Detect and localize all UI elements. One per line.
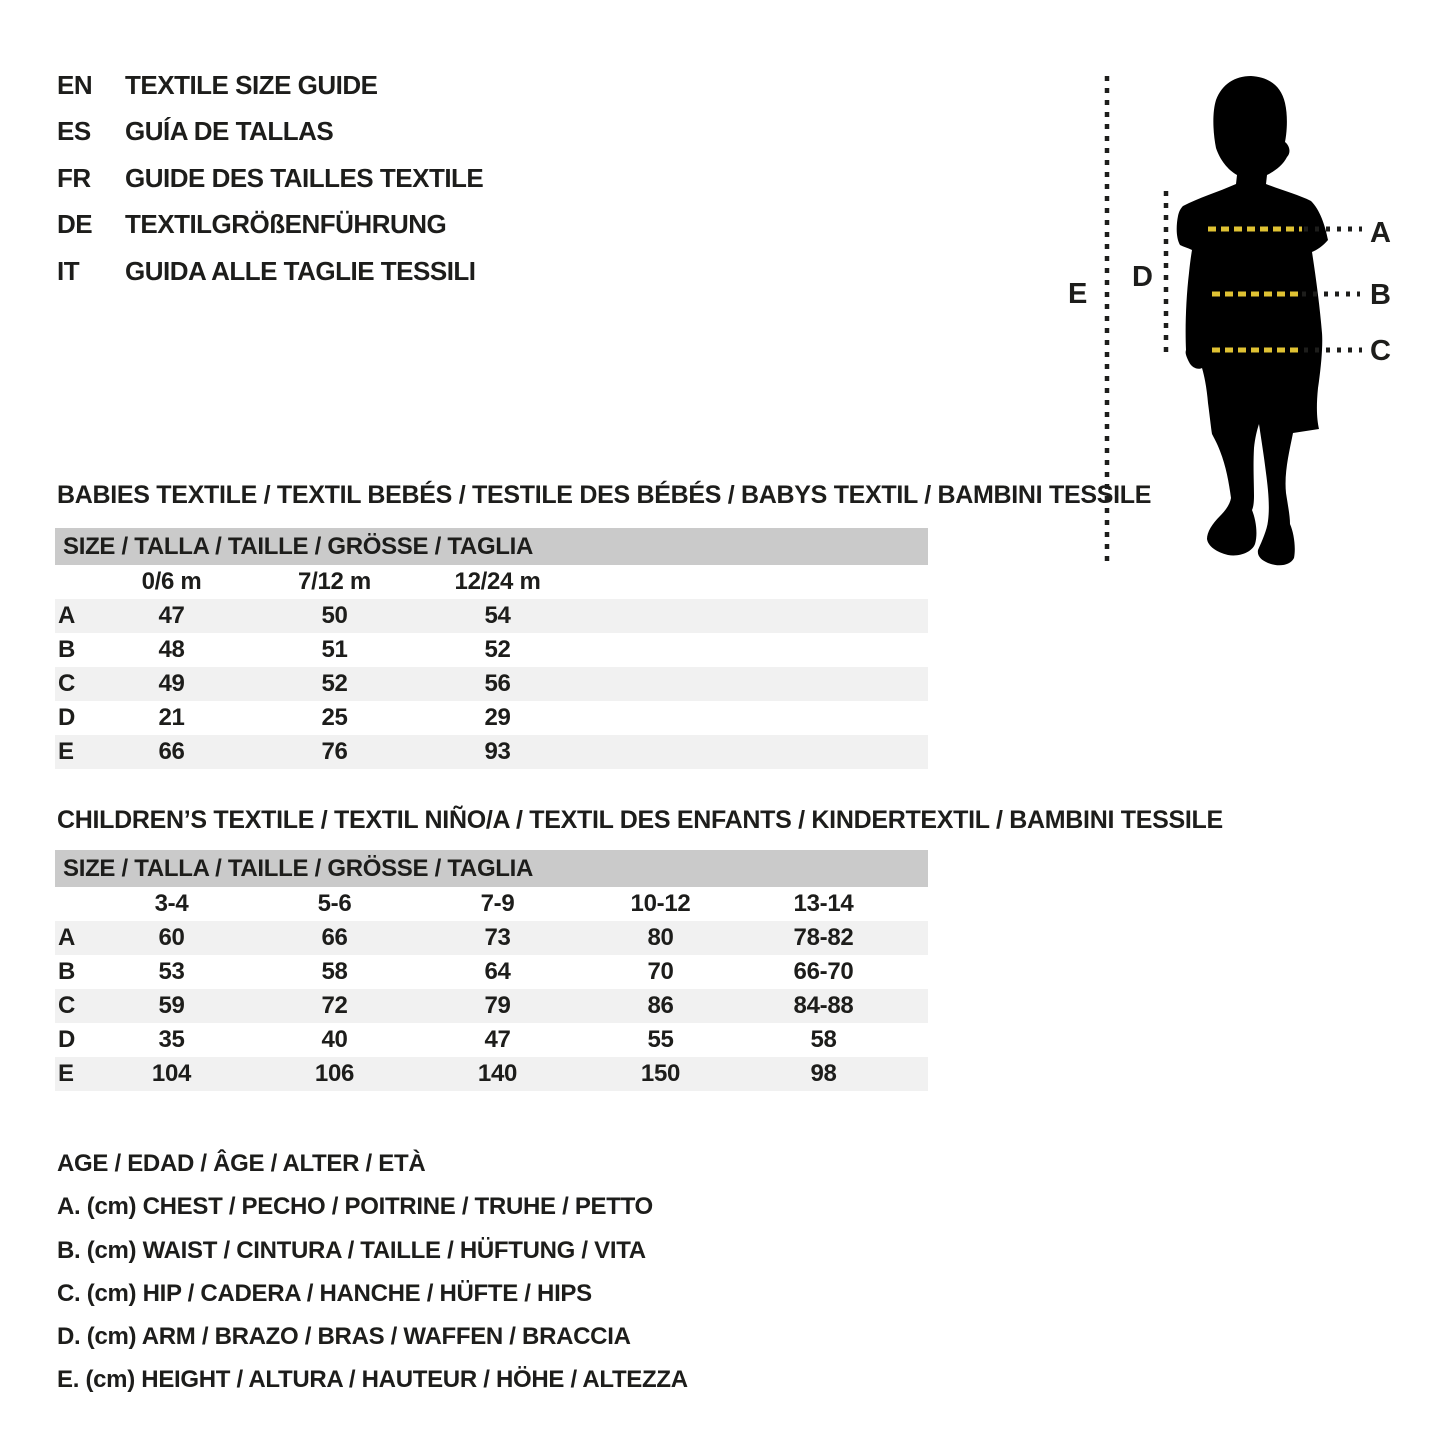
language-row: [57, 62, 483, 109]
children-column-header-row: [55, 887, 928, 921]
label-e: E: [1068, 278, 1088, 310]
row-label: C: [58, 992, 76, 1019]
table-row: [55, 667, 928, 701]
table-cell: 73: [484, 924, 511, 951]
column-header: 5-6: [317, 890, 352, 917]
table-cell: 35: [158, 1026, 185, 1053]
column-header: 10-12: [630, 890, 691, 917]
row-label: B: [58, 958, 76, 985]
children-size-header-bar: SIZE / TALLA / TAILLE / GRÖSSE / TAGLIA: [55, 850, 928, 887]
language-guide-title: GUIDE DES TAILLES TEXTILE: [125, 162, 484, 193]
row-filler: [905, 887, 928, 921]
table-cell: 84-88: [793, 992, 854, 1019]
row-filler: [579, 565, 928, 599]
table-row: [55, 921, 928, 955]
table-row: [55, 989, 928, 1023]
table-cell: 72: [321, 992, 348, 1019]
children-size-table: [55, 850, 928, 1091]
table-cell: 56: [484, 670, 511, 697]
legend-line: D. (cm) ARM / BRAZO / BRAS / WAFFEN / BRACCIA: [57, 1323, 631, 1351]
table-cell: 29: [484, 704, 511, 731]
table-cell: 58: [321, 958, 348, 985]
table-cell: 98: [810, 1060, 837, 1087]
language-code: DE: [57, 209, 93, 240]
table-cell: 55: [647, 1026, 674, 1053]
column-header: 12/24 m: [454, 568, 541, 595]
table-cell: 40: [321, 1026, 348, 1053]
table-cell: 78-82: [793, 924, 854, 951]
row-label: D: [58, 704, 76, 731]
table-cell: 50: [321, 602, 348, 629]
table-row: [55, 599, 928, 633]
table-cell: 64: [484, 958, 511, 985]
language-code: EN: [57, 69, 93, 100]
table-cell: 66: [158, 738, 185, 765]
language-code: IT: [57, 255, 80, 286]
table-cell: 60: [158, 924, 185, 951]
language-guide-title: TEXTILE SIZE GUIDE: [125, 69, 378, 100]
language-title-block: [57, 62, 483, 295]
language-row: [57, 202, 483, 249]
row-label: A: [58, 602, 76, 629]
language-row: [57, 155, 483, 202]
table-row: [55, 1023, 928, 1057]
column-header: 3-4: [154, 890, 189, 917]
table-row: [55, 1057, 928, 1091]
table-cell: 51: [321, 636, 348, 663]
language-guide-title: GUÍA DE TALLAS: [125, 116, 334, 147]
table-cell: 66-70: [793, 958, 854, 985]
row-filler: [905, 989, 928, 1023]
table-cell: 106: [314, 1060, 355, 1087]
table-cell: 59: [158, 992, 185, 1019]
table-cell: 79: [484, 992, 511, 1019]
language-code: ES: [57, 116, 91, 147]
table-cell: 140: [477, 1060, 518, 1087]
column-header-spacer: [55, 565, 90, 599]
row-filler: [905, 1023, 928, 1057]
row-filler: [905, 921, 928, 955]
table-row: [55, 701, 928, 735]
table-cell: 49: [158, 670, 185, 697]
table-cell: 53: [158, 958, 185, 985]
table-cell: 80: [647, 924, 674, 951]
legend-line: E. (cm) HEIGHT / ALTURA / HAUTEUR / HÖHE / ALTEZZA: [57, 1366, 688, 1394]
row-filler: [905, 1057, 928, 1091]
table-cell: 25: [321, 704, 348, 731]
table-cell: 52: [321, 670, 348, 697]
language-code: FR: [57, 162, 91, 193]
column-header: 13-14: [793, 890, 854, 917]
language-row: [57, 109, 483, 156]
row-filler: [579, 701, 928, 735]
measurement-legend: [57, 1142, 688, 1402]
row-filler: [905, 955, 928, 989]
babies-size-header-bar: SIZE / TALLA / TAILLE / GRÖSSE / TAGLIA: [55, 528, 928, 565]
children-section-title: CHILDREN’S TEXTILE / TEXTIL NIÑO/A / TEXTIL DES ENFANTS / KINDERTEXTIL / BAMBINI TESSILE: [57, 806, 1223, 834]
language-guide-title: GUIDA ALLE TAGLIE TESSILI: [125, 255, 476, 286]
table-cell: 47: [158, 602, 185, 629]
table-cell: 86: [647, 992, 674, 1019]
label-c: C: [1370, 335, 1391, 367]
column-header: 7-9: [480, 890, 515, 917]
label-d: D: [1132, 261, 1153, 293]
table-cell: 66: [321, 924, 348, 951]
table-cell: 52: [484, 636, 511, 663]
row-label: E: [58, 1060, 74, 1087]
legend-line: B. (cm) WAIST / CINTURA / TAILLE / HÜFTUNG / VITA: [57, 1236, 646, 1264]
babies-size-table: [55, 528, 928, 769]
table-row: [55, 955, 928, 989]
table-row: [55, 633, 928, 667]
column-header-spacer: [55, 887, 90, 921]
legend-line: A. (cm) CHEST / PECHO / POITRINE / TRUHE / PETTO: [57, 1193, 653, 1221]
table-cell: 47: [484, 1026, 511, 1053]
table-cell: 58: [810, 1026, 837, 1053]
table-cell: 70: [647, 958, 674, 985]
table-cell: 76: [321, 738, 348, 765]
child-silhouette-diagram: [1040, 58, 1430, 608]
row-filler: [579, 735, 928, 769]
language-row: [57, 248, 483, 295]
table-cell: 54: [484, 602, 511, 629]
column-header: 7/12 m: [298, 568, 371, 595]
table-row: [55, 735, 928, 769]
measurement-figure: [1040, 58, 1430, 608]
row-label: B: [58, 636, 76, 663]
row-label: D: [58, 1026, 76, 1053]
row-filler: [579, 633, 928, 667]
child-silhouette: [1177, 76, 1328, 565]
row-label: C: [58, 670, 76, 697]
row-filler: [579, 667, 928, 701]
legend-line: C. (cm) HIP / CADERA / HANCHE / HÜFTE / HIPS: [57, 1279, 592, 1307]
legend-line: AGE / EDAD / ÂGE / ALTER / ETÀ: [57, 1150, 426, 1177]
table-cell: 21: [158, 704, 185, 731]
row-label: E: [58, 738, 74, 765]
label-a: A: [1370, 217, 1391, 249]
table-cell: 48: [158, 636, 185, 663]
row-label: A: [58, 924, 76, 951]
column-header: 0/6 m: [141, 568, 202, 595]
label-b: B: [1370, 279, 1391, 311]
babies-section-title: BABIES TEXTILE / TEXTIL BEBÉS / TESTILE DES BÉBÉS / BABYS TEXTIL / BAMBINI TESSILE: [57, 481, 1152, 509]
table-cell: 93: [484, 738, 511, 765]
table-cell: 150: [640, 1060, 681, 1087]
row-filler: [579, 599, 928, 633]
table-cell: 104: [151, 1060, 192, 1087]
language-guide-title: TEXTILGRÖßENFÜHRUNG: [125, 209, 447, 240]
babies-column-header-row: [55, 565, 928, 599]
